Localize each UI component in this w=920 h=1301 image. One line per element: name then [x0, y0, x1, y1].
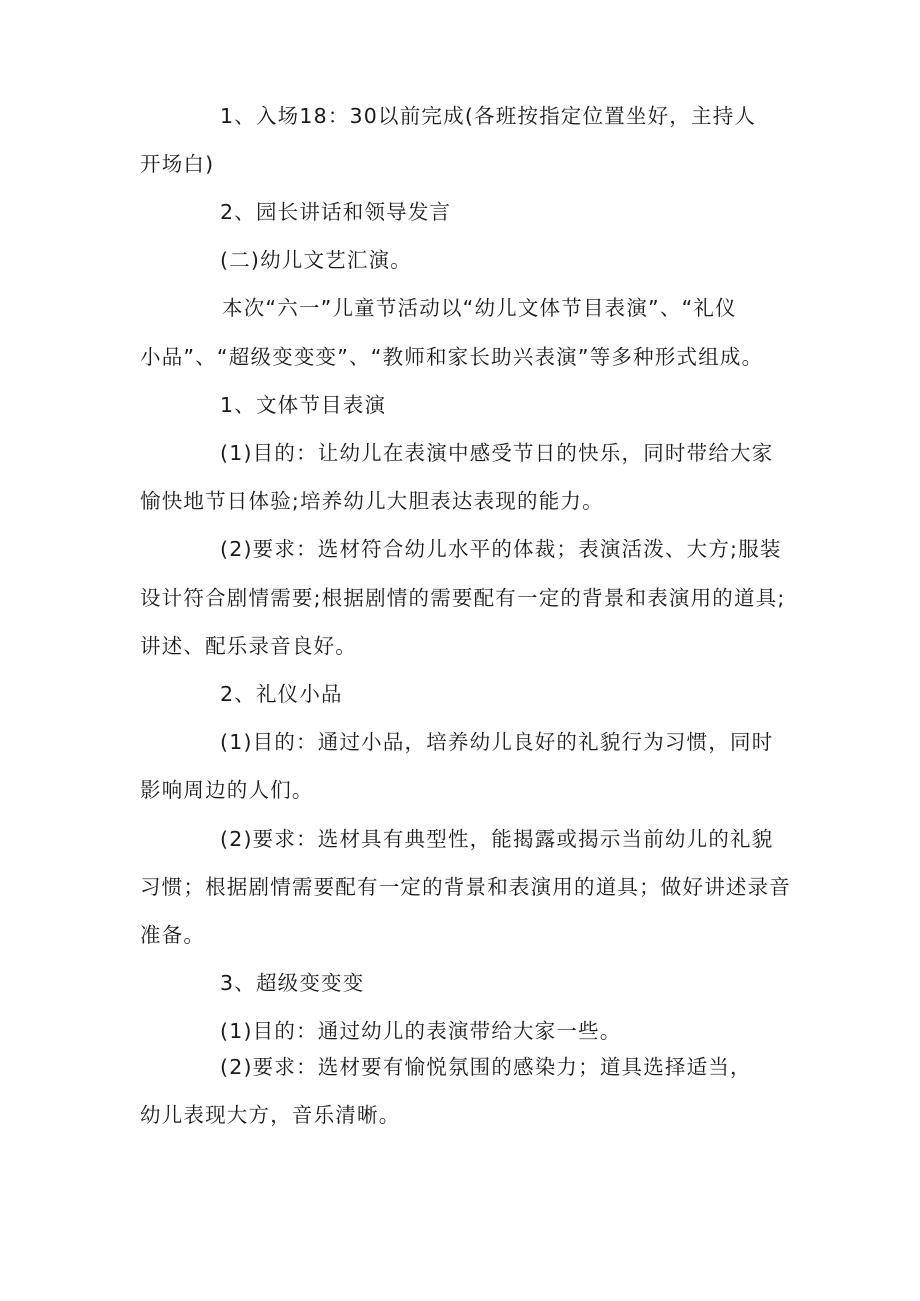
paragraph-line: 1、文体节目表演 [220, 393, 387, 417]
paragraph-line: 开场白) [140, 152, 215, 176]
paragraph-line: 愉快地节日体验;培养幼儿大胆表达表现的能力。 [140, 489, 604, 513]
paragraph-line: 2、园长讲话和领导发言 [220, 200, 452, 224]
paragraph-line: 1、入场18：30以前完成(各班按指定位置坐好，主持人 [220, 104, 757, 128]
paragraph-line: 习惯；根据剧情需要配有一定的背景和表演用的道具；做好讲述录音 [140, 875, 791, 899]
paragraph-line: (2)要求：选材具有典型性，能揭露或揭示当前幼儿的礼貌 [220, 827, 774, 851]
paragraph-line: (2)要求：选材要有愉悦氛围的感染力；道具选择适当， [220, 1055, 752, 1079]
paragraph-line: 影响周边的人们。 [140, 778, 314, 802]
paragraph-line: 3、超级变变变 [220, 971, 365, 995]
paragraph-line: 准备。 [140, 923, 206, 947]
paragraph-line: (1)目的：通过小品，培养幼儿良好的礼貌行为习惯，同时 [220, 730, 774, 754]
paragraph-line: (二)幼儿文艺汇演。 [220, 248, 412, 272]
paragraph-line: 幼儿表现大方，音乐清晰。 [140, 1103, 401, 1127]
paragraph-line: (1)目的：通过幼儿的表演带给大家一些。 [220, 1019, 622, 1043]
paragraph-line: 本次“六一”儿童节活动以“幼儿文体节目表演”、“礼仪 [222, 296, 737, 320]
paragraph-line: 设计符合剧情需要;根据剧情的需要配有一定的背景和表演用的道具; [140, 586, 786, 610]
paragraph-line: 小品”、“超级变变变”、“教师和家长助兴表演”等多种形式组成。 [140, 345, 764, 369]
paragraph-line: 讲述、配乐录音良好。 [140, 634, 357, 658]
paragraph-line: (1)目的：让幼儿在表演中感受节日的快乐，同时带给大家 [220, 441, 774, 465]
paragraph-line: 2、礼仪小品 [220, 682, 343, 706]
paragraph-line: (2)要求：选材符合幼儿水平的体裁；表演活泼、大方;服装 [220, 537, 782, 561]
